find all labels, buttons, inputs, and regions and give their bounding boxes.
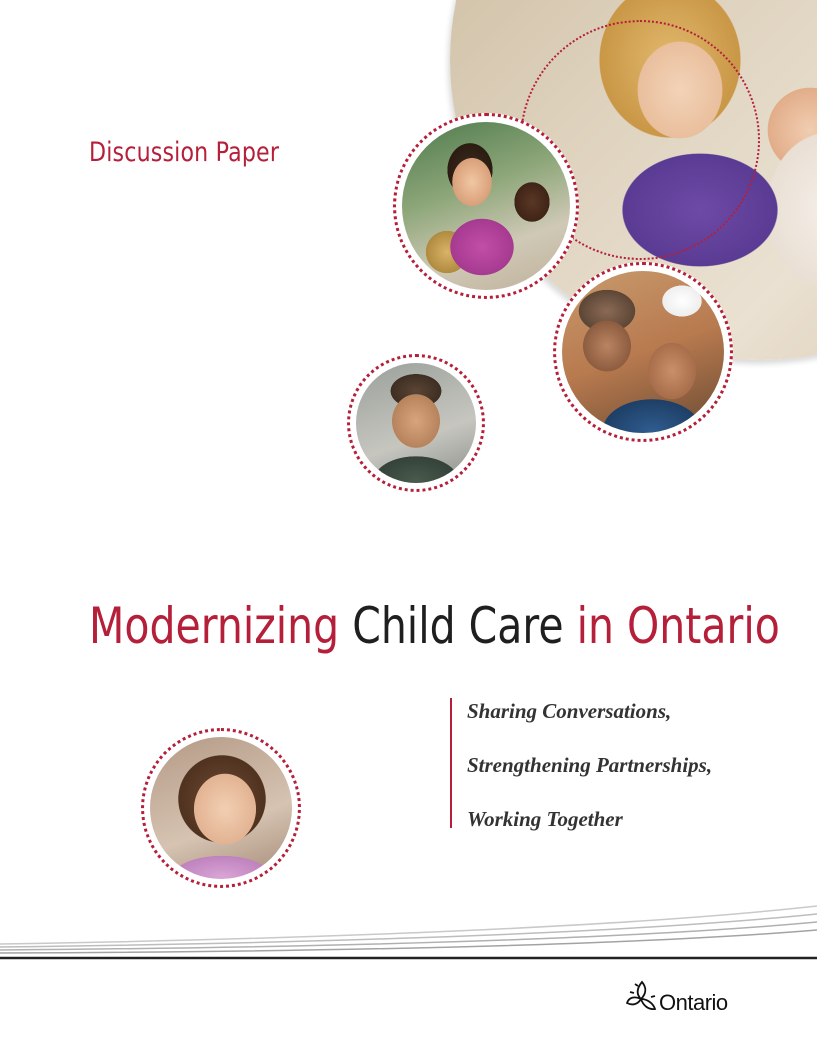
- ontario-logo-text: Ontario: [659, 990, 728, 1015]
- boy-photo-circle: [347, 354, 485, 492]
- title-part-child-care: Child Care: [352, 597, 564, 655]
- subtitle-line-3: Working Together: [467, 807, 623, 831]
- toddler-tambourine-photo-circle: [393, 113, 579, 299]
- two-children-photo-circle: [553, 262, 733, 442]
- subtitle-line-1: Sharing Conversations,: [467, 699, 672, 723]
- two-children-photo: [562, 271, 724, 433]
- toddler-photo: [402, 122, 570, 290]
- subtitle-block: [450, 698, 713, 831]
- subtitle-line-2: Strengthening Partnerships,: [467, 753, 713, 777]
- girl-photo-circle: [141, 728, 301, 888]
- ontario-logo: [626, 978, 728, 1018]
- girl-photo: [150, 737, 292, 879]
- title-part-in-ontario: in Ontario: [576, 597, 780, 655]
- footer-swoosh-lines: [0, 900, 817, 970]
- trillium-icon: [626, 980, 658, 1016]
- boy-photo: [356, 363, 476, 483]
- document-label: Discussion Paper: [89, 137, 280, 168]
- title-part-modernizing: Modernizing: [89, 597, 340, 655]
- document-title: [89, 597, 780, 655]
